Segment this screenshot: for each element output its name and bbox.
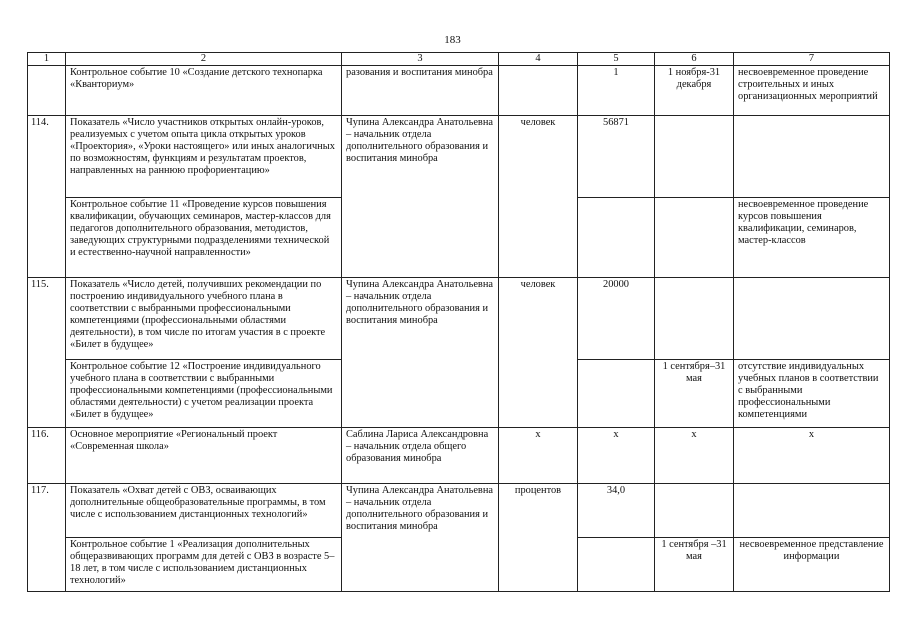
row-value <box>578 198 655 278</box>
table-row <box>28 484 890 538</box>
row-value: x <box>578 428 655 484</box>
row-risk: несвоевременное проведение строительных и иных организационных мероприятий <box>734 66 890 116</box>
row-risk: несвоевременное представление информации <box>734 538 890 592</box>
row-description: Показатель «Число детей, получивших рекомендации по построению индивидуального учебного плана в соответствии с выбранными профессиональными компетенциями (профессиональными областями деятельности), в том числе по итогам участия в с проекте «Билет в будущее» <box>66 278 342 360</box>
row-description: Контрольное событие 10 «Создание детского технопарка «Кванториум» <box>66 66 342 116</box>
table-row <box>28 278 890 360</box>
row-period <box>655 484 734 538</box>
row-period: 1 сентября–31 мая <box>655 360 734 428</box>
table-row <box>28 116 890 198</box>
row-description: Контрольное событие 11 «Проведение курсов повышения квалификации, обучающих семинаров, мастер-классов для педагогов дополнительного образования, методистов, заведующих структурными подразделениями технической и естественно-научной направленности» <box>66 198 342 278</box>
row-unit: процентов <box>499 484 578 592</box>
column-header: 7 <box>734 53 890 66</box>
header-row <box>28 53 890 66</box>
row-period <box>655 116 734 198</box>
row-risk <box>734 278 890 360</box>
row-description: Основное мероприятие «Региональный проект «Современная школа» <box>66 428 342 484</box>
page-number: 183 <box>444 34 461 46</box>
row-number: 115. <box>28 278 66 428</box>
column-header: 1 <box>28 53 66 66</box>
column-header: 4 <box>499 53 578 66</box>
row-description: Показатель «Число участников открытых онлайн-уроков, реализуемых с учетом опыта цикла открытых уроков «Проектория», «Уроки настоящего» или иных аналогичных по возможностям, функциям и результатам проектов, направленных на раннюю профориентацию» <box>66 116 342 198</box>
row-period <box>655 278 734 360</box>
row-period: 1 сентября –31 мая <box>655 538 734 592</box>
table-row <box>28 428 890 484</box>
row-risk <box>734 484 890 538</box>
row-responsible: Саблина Лариса Александровна – начальник отдела общего образования минобра <box>342 428 499 484</box>
row-number: 114. <box>28 116 66 278</box>
row-risk <box>734 116 890 198</box>
row-period <box>655 198 734 278</box>
table-row <box>28 66 890 116</box>
row-period: x <box>655 428 734 484</box>
row-value: 56871 <box>578 116 655 198</box>
row-number: 116. <box>28 428 66 484</box>
row-value: 34,0 <box>578 484 655 538</box>
column-header: 6 <box>655 53 734 66</box>
row-responsible: Чупина Александра Анатольевна – начальник отдела дополнительного образования и воспитания минобра <box>342 484 499 592</box>
row-responsible: Чупина Александра Анатольевна – начальник отдела дополнительного образования и воспитания минобра <box>342 278 499 428</box>
row-value: 20000 <box>578 278 655 360</box>
row-number <box>28 66 66 116</box>
row-unit: человек <box>499 278 578 428</box>
row-value: 1 <box>578 66 655 116</box>
row-risk: несвоевременное проведение курсов повышения квалификации, семинаров, мастер-классов <box>734 198 890 278</box>
column-header: 5 <box>578 53 655 66</box>
row-unit <box>499 66 578 116</box>
row-description: Показатель «Охват детей с ОВЗ, осваивающих дополнительные общеобразовательные программы, в том числе с использованием дистанционных технологий» <box>66 484 342 538</box>
column-header: 3 <box>342 53 499 66</box>
row-risk: x <box>734 428 890 484</box>
row-value <box>578 538 655 592</box>
row-period: 1 ноября-31 декабря <box>655 66 734 116</box>
row-description: Контрольное событие 1 «Реализация дополнительных общеразвивающих программ для детей с ОВЗ в возрасте 5–18 лет, в том числе с использованием дистанционных технологий» <box>66 538 342 592</box>
row-responsible: Чупина Александра Анатольевна – начальник отдела дополнительного образования и воспитания минобра <box>342 116 499 278</box>
row-value <box>578 360 655 428</box>
row-unit: x <box>499 428 578 484</box>
row-responsible: разования и воспитания минобра <box>342 66 499 116</box>
row-number: 117. <box>28 484 66 592</box>
column-header: 2 <box>66 53 342 66</box>
row-unit: человек <box>499 116 578 278</box>
row-description: Контрольное событие 12 «Построение индивидуального учебного плана в соответствии с выбранными профессиональными компетенциями (профессиональными областями деятельности) с учетом реализации проекта «Билет в будущее» <box>66 360 342 428</box>
plan-table <box>27 52 890 592</box>
row-risk: отсутствие индивидуальных учебных планов в соответствии с выбранными профессиональными компетенциями <box>734 360 890 428</box>
